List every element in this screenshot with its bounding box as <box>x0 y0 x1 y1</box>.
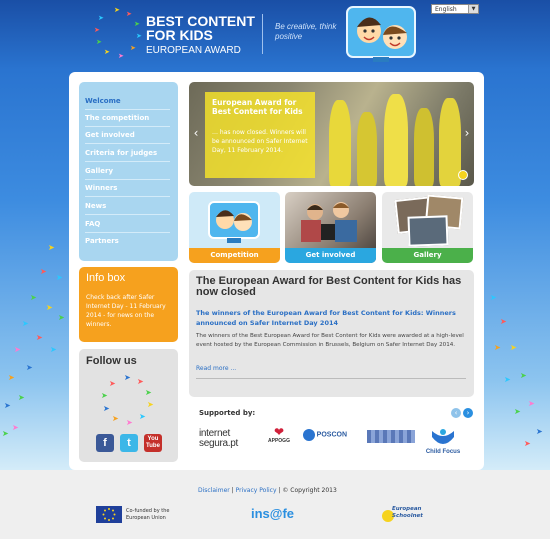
site-subtitle: EUROPEAN AWARD <box>146 45 241 56</box>
hero-slider[interactable] <box>189 82 474 186</box>
child-focus-icon <box>430 427 456 447</box>
svg-text:➤: ➤ <box>30 293 37 302</box>
slider-prev-button[interactable]: ‹ <box>193 126 199 140</box>
svg-text:➤: ➤ <box>98 14 104 22</box>
nav-item-faq[interactable]: FAQ <box>85 220 170 233</box>
supported-by-label: Supported by: <box>199 409 256 417</box>
svg-text:➤: ➤ <box>490 293 497 302</box>
svg-text:➤: ➤ <box>139 412 146 421</box>
insafe-logo[interactable]: ins@fe <box>251 506 295 521</box>
tile-competition-label: Competition <box>189 248 280 263</box>
svg-text:➤: ➤ <box>22 319 29 328</box>
child-focus-logo[interactable] <box>421 427 465 455</box>
svg-text:➤: ➤ <box>46 303 53 312</box>
nav-item-welcome[interactable]: Welcome <box>85 97 170 110</box>
svg-text:➤: ➤ <box>126 418 133 427</box>
appogg-logo[interactable] <box>264 426 294 444</box>
privacy-policy-link[interactable]: Privacy Policy <box>235 487 277 494</box>
decorative-arrows-right <box>486 290 550 470</box>
poscon-globe-icon <box>303 429 315 441</box>
poscon-logo-text: POSCON <box>316 431 348 439</box>
svg-text:➤: ➤ <box>118 52 124 60</box>
svg-text:➤: ➤ <box>36 333 43 342</box>
svg-text:➤: ➤ <box>56 273 63 282</box>
follow-us-box <box>79 349 178 462</box>
nav-item-criteria-for-judges[interactable]: Criteria for judges <box>85 149 170 162</box>
footer <box>0 470 550 539</box>
news-body: The winners of the Best European Award for Best Content for Kids were awarded at a high-level event hosted by the European Commission in Brussels, Belgium on Safer Internet Day 2014. <box>196 333 464 348</box>
svg-text:➤: ➤ <box>124 373 131 382</box>
svg-text:➤: ➤ <box>112 414 119 423</box>
info-box <box>79 267 178 342</box>
heart-icon: ❤ <box>273 425 285 439</box>
tile-competition[interactable] <box>189 192 280 263</box>
internet-segura-logo-text: internet segura.pt <box>199 428 238 449</box>
svg-text:➤: ➤ <box>145 388 152 397</box>
european-schoolnet-logo[interactable]: European Schoolnet <box>392 506 423 519</box>
sidebar-nav <box>79 82 178 261</box>
nav-item-partners[interactable]: Partners <box>85 237 119 245</box>
tile-gallery[interactable] <box>382 192 473 263</box>
read-more-link[interactable]: Read more ... <box>196 365 237 372</box>
svg-text:➤: ➤ <box>94 26 100 34</box>
info-box-text: Check back after Safer Internet Day - 11 February 2014 - for news on the winners. <box>86 294 166 328</box>
kids-screen-illustration <box>343 3 423 65</box>
svg-text:➤: ➤ <box>528 399 535 408</box>
info-box-title: Info box <box>86 272 126 284</box>
slide-text: … has now closed. Winners will be announced on Safer Internet Day, 11 February 2014. <box>212 129 308 154</box>
svg-text:➤: ➤ <box>40 267 47 276</box>
kids-laptop-photo <box>295 198 365 244</box>
nav-item-news[interactable]: News <box>85 202 170 215</box>
svg-text:➤: ➤ <box>520 371 527 380</box>
news-divider <box>196 378 466 379</box>
svg-text:➤: ➤ <box>18 393 25 402</box>
svg-text:➤: ➤ <box>136 32 142 40</box>
svg-text:➤: ➤ <box>137 377 144 386</box>
svg-text:➤: ➤ <box>50 345 57 354</box>
disclaimer-link[interactable]: Disclaimer <box>198 487 230 494</box>
svg-text:➤: ➤ <box>96 38 102 46</box>
svg-text:➤: ➤ <box>500 317 507 326</box>
nav-item-winners[interactable]: Winners <box>85 184 170 197</box>
header-tagline: Be creative, think positive <box>275 22 337 41</box>
svg-text:➤: ➤ <box>109 379 116 388</box>
language-select[interactable] <box>431 4 479 14</box>
copyright-text: © Copyright 2013 <box>282 487 337 494</box>
nav-item-the-competition[interactable]: The competition <box>85 114 170 127</box>
partners-next-button[interactable]: › <box>463 408 473 418</box>
slider-dot-icon[interactable] <box>458 170 468 180</box>
news-title: The European Award for Best Content for Kids has now closed <box>196 275 462 298</box>
svg-text:➤: ➤ <box>514 407 521 416</box>
tile-get-involved[interactable] <box>285 192 376 263</box>
header-divider <box>262 14 263 54</box>
chevron-down-icon: ▼ <box>468 5 478 13</box>
svg-text:➤: ➤ <box>101 391 108 400</box>
svg-text:➤: ➤ <box>130 44 136 52</box>
footer-separator: | <box>278 487 281 494</box>
nav-item-get-involved[interactable]: Get involved <box>85 131 170 144</box>
slide-caption-panel <box>205 92 315 178</box>
svg-text:➤: ➤ <box>12 423 19 432</box>
svg-text:➤: ➤ <box>26 363 33 372</box>
svg-text:➤: ➤ <box>104 48 110 56</box>
slide-title: European Award for Best Content for Kids <box>212 98 303 116</box>
svg-text:➤: ➤ <box>4 401 11 410</box>
child-focus-logo-text: Child Focus <box>425 449 461 455</box>
svg-text:➤: ➤ <box>524 439 531 448</box>
decorative-arrows-left <box>0 240 70 470</box>
nav-item-gallery[interactable]: Gallery <box>85 167 170 180</box>
tile-get-involved-label: Get involved <box>285 248 376 263</box>
svg-text:➤: ➤ <box>126 10 132 18</box>
svg-text:➤: ➤ <box>536 427 543 436</box>
svg-text:➤: ➤ <box>147 400 154 409</box>
eu-cofunded-text: Co-funded by the European Union <box>126 508 170 521</box>
appogg-logo-text: APPOGG <box>268 438 290 444</box>
footer-links <box>198 487 337 494</box>
svg-text:➤: ➤ <box>58 313 65 322</box>
svg-text:➤: ➤ <box>2 429 9 438</box>
partner-logo-blue[interactable] <box>367 430 415 443</box>
site-title: BEST CONTENT FOR KIDS <box>146 13 255 43</box>
language-select-value: English <box>435 6 457 13</box>
eu-flag-icon <box>96 506 122 523</box>
poscon-logo[interactable] <box>303 429 359 441</box>
youtube-icon[interactable]: You Tube <box>144 434 162 452</box>
svg-text:➤: ➤ <box>8 373 15 382</box>
svg-text:➤: ➤ <box>103 404 110 413</box>
news-headline-link[interactable]: The winners of the European Award for Best Content for Kids: Winners announced on Safer Internet Day 2014 <box>196 309 456 327</box>
svg-text:➤: ➤ <box>510 343 517 352</box>
facebook-icon[interactable]: f <box>96 434 114 452</box>
internet-segura-logo[interactable] <box>199 429 255 449</box>
star-circle-icon <box>99 371 157 427</box>
follow-us-title: Follow us <box>86 355 137 367</box>
svg-text:➤: ➤ <box>48 243 55 252</box>
svg-text:➤: ➤ <box>14 345 21 354</box>
svg-text:➤: ➤ <box>504 375 511 384</box>
slider-next-button[interactable]: › <box>464 126 470 140</box>
twitter-icon[interactable]: t <box>120 434 138 452</box>
svg-text:➤: ➤ <box>134 20 140 28</box>
svg-text:➤: ➤ <box>494 343 501 352</box>
kids-computer-illustration <box>203 196 265 246</box>
news-box <box>189 270 474 397</box>
svg-text:➤: ➤ <box>114 6 120 14</box>
partners-prev-button[interactable]: ‹ <box>451 408 461 418</box>
footer-separator: | <box>231 487 234 494</box>
award-logo-icon <box>92 4 144 64</box>
tile-gallery-label: Gallery <box>382 248 473 263</box>
